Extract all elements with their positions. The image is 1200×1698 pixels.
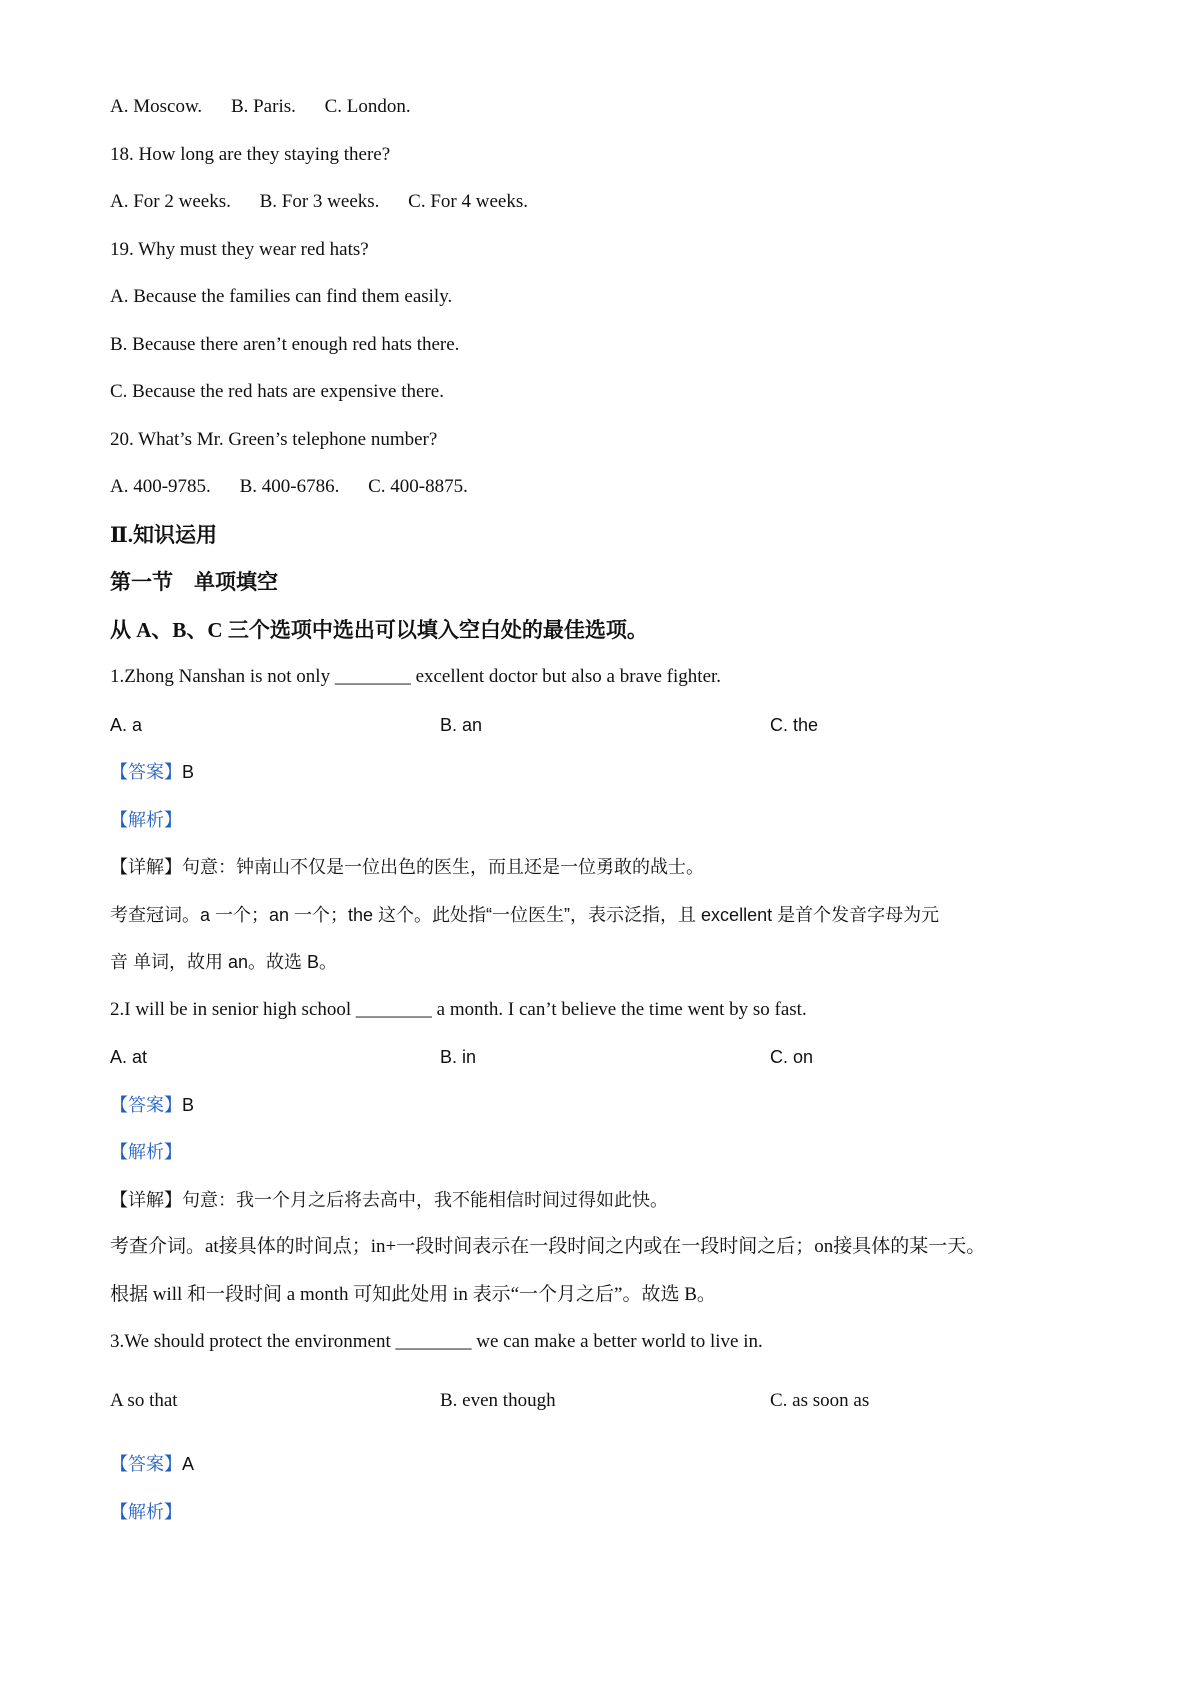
- q17-option-b: B. Paris.: [230, 96, 296, 117]
- q20-option-c: C. 400-8875.: [368, 476, 468, 497]
- q18-option-c: C. For 4 weeks.: [408, 191, 528, 212]
- item-1-question: 1.Zhong Nanshan is not only ________ excellent doctor but also a brave fighter.: [110, 666, 722, 687]
- section-subtitle: 第一节 单项填空: [110, 570, 278, 594]
- q19-option-a: A. Because the families can find them easily.: [110, 286, 453, 307]
- item-2-option-a: A. at: [110, 1047, 148, 1067]
- item-2-answer-value: B: [182, 1095, 195, 1115]
- item-3-answer-value: A: [182, 1454, 195, 1474]
- q20-options: [110, 474, 468, 500]
- q17-options: [110, 94, 411, 120]
- answer-label: 【答案】: [110, 762, 182, 782]
- section-instruction: 从 A、B、C 三个选项中选出可以填入空白处的最佳选项。: [110, 618, 648, 642]
- q19-option-b: B. Because there aren’t enough red hats there.: [110, 334, 460, 355]
- q20-question: 20. What’s Mr. Green’s telephone number?: [110, 429, 438, 450]
- q17-option-a: A. Moscow.: [110, 96, 203, 117]
- item-3-analysis-label: 【解析】: [110, 1502, 182, 1522]
- item-1-detail: [110, 854, 704, 880]
- item-1-explanation-line-1: 考查冠词。a 一个；an 一个；the 这个。此处指“一位医生”，表示泛指，且 excellent 是首个发音字母为元: [110, 905, 940, 925]
- item-1-detail-text: 句意：钟南山不仅是一位出色的医生，而且还是一位勇敢的战士。: [182, 857, 704, 877]
- item-2-answer: [110, 1092, 194, 1118]
- item-1-answer: [110, 759, 194, 785]
- item-2-analysis-label: 【解析】: [110, 1142, 182, 1162]
- item-3-answer: [110, 1451, 194, 1477]
- item-1-answer-value: B: [182, 762, 195, 782]
- item-1-option-c: C. the: [770, 715, 819, 735]
- item-3-option-b: B. even though: [440, 1390, 556, 1411]
- q18-option-a: A. For 2 weeks.: [110, 191, 231, 212]
- q20-option-a: A. 400-9785.: [110, 476, 211, 497]
- item-3-option-a: A so that: [110, 1390, 178, 1411]
- q20-option-b: B. 400-6786.: [239, 476, 340, 497]
- q18-options: [110, 189, 528, 215]
- q17-option-c: C. London.: [324, 96, 411, 117]
- detail-label: 【详解】: [110, 857, 182, 877]
- answer-label: 【答案】: [110, 1454, 182, 1474]
- section-title: Ⅱ.知识运用: [110, 523, 217, 547]
- item-2-option-c: C. on: [770, 1047, 814, 1067]
- item-3-question: 3.We should protect the environment ________ we can make a better world to live in.: [110, 1331, 763, 1352]
- item-2-question: 2.I will be in senior high school ________ a month. I can’t believe the time went by so fast.: [110, 999, 807, 1020]
- item-3-option-c: C. as soon as: [770, 1390, 870, 1411]
- q18-question: 18. How long are they staying there?: [110, 144, 391, 165]
- item-2-explanation-line-1: 考查介词。at接具体的时间点；in+一段时间表示在一段时间之内或在一段时间之后；on接具体的某一天。: [110, 1236, 986, 1257]
- item-1-option-b: B. an: [440, 715, 483, 735]
- item-1-analysis-label: 【解析】: [110, 810, 182, 830]
- detail-label: 【详解】: [110, 1190, 182, 1210]
- item-1-option-a: A. a: [110, 715, 143, 735]
- item-2-option-b: B. in: [440, 1047, 477, 1067]
- item-1-explanation-line-2: 音 单词，故用 an。故选 B。: [110, 952, 338, 972]
- q19-question: 19. Why must they wear red hats?: [110, 239, 369, 260]
- q19-option-c: C. Because the red hats are expensive there.: [110, 381, 444, 402]
- item-2-explanation-line-2: 根据 will 和一段时间 a month 可知此处用 in 表示“一个月之后”。故选 B。: [110, 1284, 716, 1305]
- item-2-detail-text: 句意：我一个月之后将去高中，我不能相信时间过得如此快。: [182, 1190, 668, 1210]
- item-2-detail: [110, 1187, 668, 1213]
- q18-option-b: B. For 3 weeks.: [259, 191, 380, 212]
- answer-label: 【答案】: [110, 1095, 182, 1115]
